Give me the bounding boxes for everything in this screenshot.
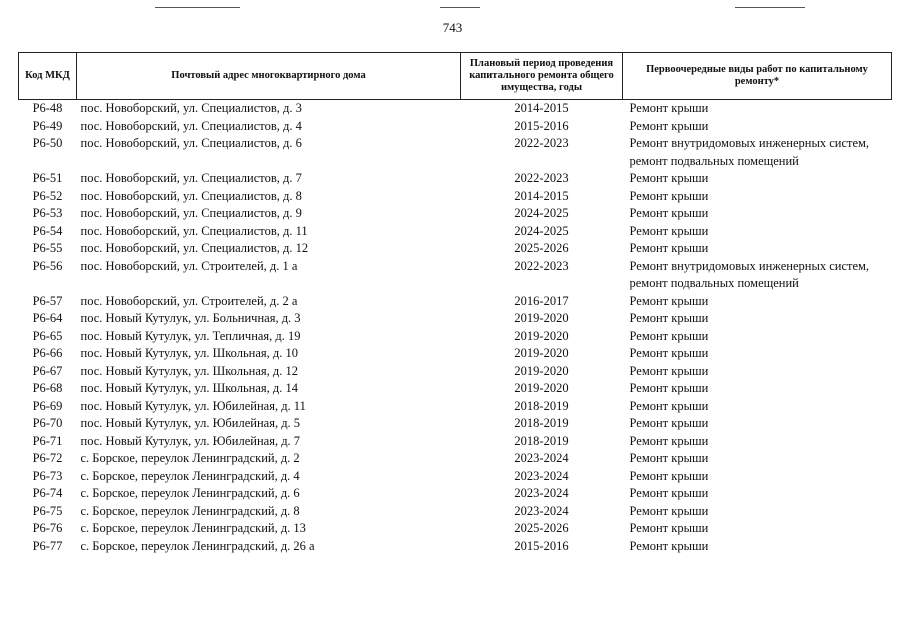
table-row	[19, 135, 892, 170]
row-address: пос. Новый Кутулук, ул. Больничная, д. 3	[80, 311, 301, 325]
row-code: Р6-64	[32, 311, 63, 325]
table-row	[19, 258, 892, 293]
row-period: 2019-2020	[514, 363, 569, 378]
row-works: Ремонт крыши	[629, 188, 709, 203]
row-works: Ремонт крыши	[629, 293, 709, 308]
table-row	[19, 188, 892, 206]
row-period: 2024-2025	[514, 223, 569, 238]
row-works: Ремонт крыши	[629, 451, 709, 465]
table-row	[19, 310, 892, 328]
row-period: 2018-2019	[514, 398, 569, 413]
table-row	[19, 468, 892, 486]
row-address: пос. Новый Кутулук, ул. Юбилейная, д. 7	[80, 433, 301, 448]
row-address: пос. Новоборский, ул. Специалистов, д. 7	[80, 171, 302, 185]
table-row	[19, 398, 892, 416]
table-row	[19, 328, 892, 346]
row-address: пос. Новый Кутулук, ул. Тепличная, д. 19	[80, 328, 301, 343]
row-works: Ремонт крыши	[629, 241, 709, 255]
row-address: пос. Новоборский, ул. Строителей, д. 1 а	[80, 258, 298, 273]
row-works: Ремонт крыши	[629, 433, 709, 448]
page-number: 743	[442, 20, 463, 35]
row-works: Ремонт крыши	[629, 521, 709, 535]
row-code: Р6-76	[32, 521, 63, 535]
row-code: Р6-65	[32, 328, 63, 343]
row-works: Ремонт крыши	[629, 416, 709, 430]
table-header-row	[19, 53, 892, 100]
row-address: пос. Новый Кутулук, ул. Школьная, д. 10	[80, 346, 299, 360]
row-period: 2015-2016	[514, 118, 569, 133]
row-works: Ремонт крыши	[629, 206, 709, 220]
table-row	[19, 503, 892, 521]
row-works: Ремонт крыши	[629, 328, 709, 343]
row-address: пос. Новоборский, ул. Специалистов, д. 12	[80, 241, 309, 255]
row-code: Р6-68	[32, 381, 63, 395]
row-period: 2018-2019	[514, 433, 569, 448]
table-row	[19, 240, 892, 258]
row-period: 2023-2024	[514, 486, 569, 500]
table-row	[19, 170, 892, 188]
row-code: Р6-74	[32, 486, 63, 500]
row-code: Р6-50	[32, 136, 63, 150]
row-code: Р6-55	[32, 241, 63, 255]
row-address: пос. Новый Кутулук, ул. Школьная, д. 12	[80, 363, 299, 378]
table-row	[19, 538, 892, 556]
table-row	[19, 520, 892, 538]
row-works: Ремонт крыши	[629, 171, 709, 185]
row-code: Р6-77	[32, 538, 63, 553]
row-period: 2019-2020	[514, 381, 569, 395]
header-period: Плановый период проведения капитального ремонта общего имущества, годы	[461, 53, 623, 100]
row-address: пос. Новоборский, ул. Специалистов, д. 8	[80, 188, 302, 203]
row-works: Ремонт крыши	[629, 363, 709, 378]
row-code: Р6-72	[32, 451, 63, 465]
row-period: 2025-2026	[514, 521, 569, 535]
row-address: с. Борское, переулок Ленинградский, д. 13	[80, 521, 306, 535]
top-rule-center	[440, 7, 480, 8]
row-code: Р6-54	[32, 223, 63, 238]
row-code: Р6-70	[32, 416, 63, 430]
row-works: Ремонт крыши	[629, 381, 709, 395]
row-code: Р6-53	[32, 206, 63, 220]
row-period: 2018-2019	[514, 416, 569, 430]
row-period: 2022-2023	[514, 171, 569, 185]
row-period: 2014-2015	[461, 100, 623, 118]
table-row	[19, 293, 892, 311]
registry-table	[18, 52, 892, 555]
row-address: с. Борское, переулок Ленинградский, д. 6	[80, 486, 300, 500]
row-works: Ремонт крыши	[629, 398, 709, 413]
row-period: 2022-2023	[514, 136, 569, 150]
top-rule-left	[155, 7, 240, 8]
row-code: Р6-75	[32, 503, 63, 518]
table-row	[19, 450, 892, 468]
row-address: пос. Новый Кутулук, ул. Школьная, д. 14	[80, 381, 299, 395]
row-code: Р6-52	[32, 188, 63, 203]
row-address: с. Борское, переулок Ленинградский, д. 4	[80, 468, 300, 483]
row-address: пос. Новоборский, ул. Специалистов, д. 4	[80, 118, 302, 133]
table-body	[19, 100, 892, 556]
row-code: Р6-51	[32, 171, 63, 185]
row-works: Ремонт крыши	[629, 468, 709, 483]
row-address: пос. Новоборский, ул. Специалистов, д. 3	[77, 100, 461, 118]
row-period: 2023-2024	[514, 468, 569, 483]
row-period: 2019-2020	[514, 311, 569, 325]
row-code: Р6-71	[32, 433, 63, 448]
header-address: Почтовый адрес многоквартирного дома	[77, 53, 461, 100]
table-row	[19, 223, 892, 241]
row-address: с. Борское, переулок Ленинградский, д. 8	[80, 503, 300, 518]
row-works: Ремонт внутридомовых инженерных систем, ремонт подвальных помещений	[629, 258, 870, 290]
row-period: 2016-2017	[514, 293, 569, 308]
table-row	[19, 380, 892, 398]
row-period: 2025-2026	[514, 241, 569, 255]
table-row	[19, 415, 892, 433]
row-code: Р6-57	[32, 293, 63, 308]
table-row	[19, 100, 892, 118]
header-works: Первоочередные виды работ по капитальному ремонту*	[623, 53, 892, 100]
row-works: Ремонт крыши	[629, 538, 709, 553]
row-address: пос. Новоборский, ул. Специалистов, д. 6	[80, 136, 302, 150]
row-code: Р6-49	[32, 118, 63, 133]
row-works: Ремонт крыши	[629, 311, 709, 325]
row-works: Ремонт внутридомовых инженерных систем, ремонт подвальных помещений	[629, 136, 870, 168]
row-address: пос. Новоборский, ул. Строителей, д. 2 а	[80, 293, 298, 308]
header-code: Код МКД	[19, 53, 77, 100]
table-row	[19, 363, 892, 381]
top-rule-right	[735, 7, 805, 8]
row-address: пос. Новоборский, ул. Специалистов, д. 11	[80, 223, 308, 238]
row-code: Р6-73	[32, 468, 63, 483]
table-row	[19, 485, 892, 503]
row-period: 2023-2024	[514, 451, 569, 465]
row-address: пос. Новоборский, ул. Специалистов, д. 9	[80, 206, 302, 220]
row-code: Р6-48	[19, 100, 77, 118]
row-address: с. Борское, переулок Ленинградский, д. 2	[80, 451, 300, 465]
row-period: 2024-2025	[514, 206, 569, 220]
row-works: Ремонт крыши	[629, 118, 709, 133]
table-row	[19, 433, 892, 451]
table-row	[19, 345, 892, 363]
row-works: Ремонт крыши	[623, 100, 892, 118]
row-code: Р6-56	[32, 258, 63, 273]
row-period: 2014-2015	[514, 188, 569, 203]
row-works: Ремонт крыши	[629, 486, 709, 500]
table-row	[19, 205, 892, 223]
row-address: пос. Новый Кутулук, ул. Юбилейная, д. 5	[80, 416, 301, 430]
row-code: Р6-69	[32, 398, 63, 413]
row-address: пос. Новый Кутулук, ул. Юбилейная, д. 11	[80, 398, 306, 413]
row-address: с. Борское, переулок Ленинградский, д. 26 а	[80, 538, 315, 553]
row-period: 2019-2020	[514, 346, 569, 360]
row-period: 2019-2020	[514, 328, 569, 343]
row-works: Ремонт крыши	[629, 503, 709, 518]
row-works: Ремонт крыши	[629, 346, 709, 360]
row-period: 2023-2024	[514, 503, 569, 518]
row-code: Р6-66	[32, 346, 63, 360]
table-row	[19, 118, 892, 136]
row-code: Р6-67	[32, 363, 63, 378]
row-works: Ремонт крыши	[629, 223, 709, 238]
row-period: 2022-2023	[514, 258, 569, 273]
row-period: 2015-2016	[514, 538, 569, 553]
